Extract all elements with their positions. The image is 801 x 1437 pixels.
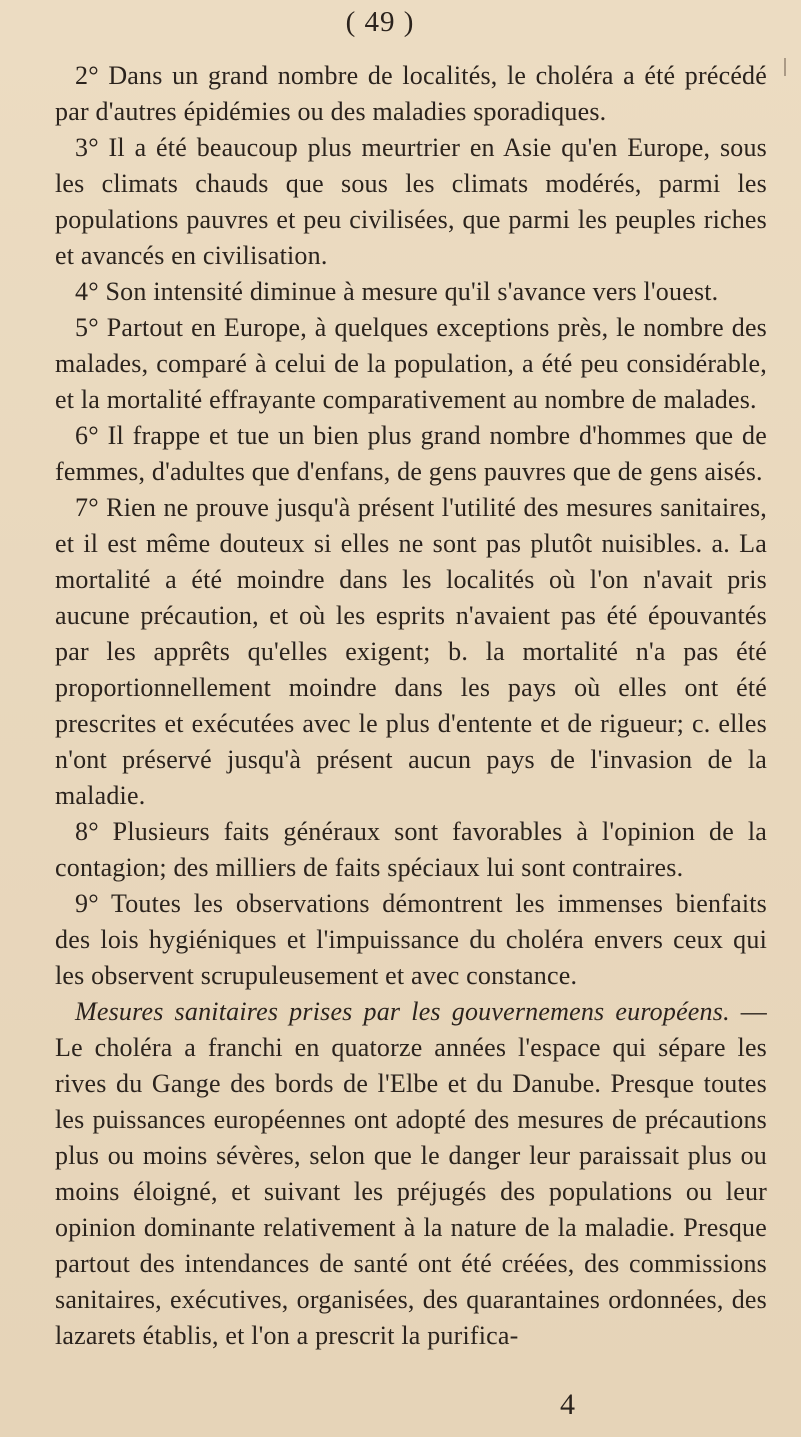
- paragraph-3: [55, 130, 767, 274]
- paragraph-5: [55, 310, 767, 418]
- paragraph-7: [55, 490, 767, 814]
- section-heading: Mesures sanitaires prises par les gouvernemens européens.: [75, 997, 730, 1026]
- paragraph-8: [55, 814, 767, 886]
- section-paragraph: [55, 994, 767, 1354]
- paragraph-6: [55, 418, 767, 490]
- paragraph-3-text: 3° Il a été beaucoup plus meurtrier en Asie qu'en Europe, sous les climats chauds que sous les climats modérés, parmi les populations pauvres et peu civilisées, que parmi les peuples riches et avancés en civilisation.: [55, 133, 767, 270]
- paragraph-2: [55, 58, 767, 130]
- section-text: — Le choléra a franchi en quatorze années l'espace qui sépare les rives du Gange des bords de l'Elbe et du Danube. Presque toutes les puissances européennes ont adopté des mesures de précautions plus ou moins sévères, selon que le danger leur paraissait plus ou moins éloigné, et suivant les préjugés des populations ou leur opinion dominante relativement à la nature de la maladie. Presque partout des intendances de santé ont été créées, des commissions sanitaires, exécutives, organisées, des quarantaines ordonnées, des lazarets établis, et l'on a prescrit la purifica-: [55, 997, 768, 1350]
- paragraph-8-text: 8° Plusieurs faits généraux sont favorables à l'opinion de la contagion; des milliers de faits spéciaux lui sont contraires.: [55, 817, 767, 882]
- paragraph-2-text: 2° Dans un grand nombre de localités, le choléra a été précédé par d'autres épidémies ou des maladies sporadiques.: [55, 61, 767, 126]
- paragraph-4-text: 4° Son intensité diminue à mesure qu'il s'avance vers l'ouest.: [75, 277, 719, 306]
- margin-mark: [784, 58, 786, 76]
- paragraph-9-text: 9° Toutes les observations démontrent les immenses bienfaits des lois hygiéniques et l'impuissance du choléra envers ceux qui les observent scrupuleusement et avec constance.: [55, 889, 767, 990]
- paragraph-4: [55, 274, 767, 310]
- signature-mark: 4: [560, 1388, 575, 1421]
- paragraph-9: [55, 886, 767, 994]
- paragraph-6-text: 6° Il frappe et tue un bien plus grand nombre d'hommes que de femmes, d'adultes que d'enfans, de gens pauvres que de gens aisés.: [55, 421, 767, 486]
- paragraph-7-text: 7° Rien ne prouve jusqu'à présent l'utilité des mesures sanitaires, et il est même douteux si elles ne sont pas plutôt nuisibles. a. La mortalité a été moindre dans les localités où l'on n'avait pris aucune précaution, et où les esprits n'avaient pas été épouvantés par les apprêts qu'elles exigent; b. la mortalité n'a pas été proportionnellement moindre dans les pays où elles ont été prescrites et exécutées avec le plus d'entente et de rigueur; c. elles n'ont préservé jusqu'à présent aucun pays de l'invasion de la maladie.: [55, 493, 767, 810]
- page-number: ( 49 ): [345, 6, 415, 38]
- paragraph-5-text: 5° Partout en Europe, à quelques exceptions près, le nombre des malades, comparé à celui de la population, a été peu considérable, et la mortalité effrayante comparativement au nombre de malades.: [55, 313, 767, 414]
